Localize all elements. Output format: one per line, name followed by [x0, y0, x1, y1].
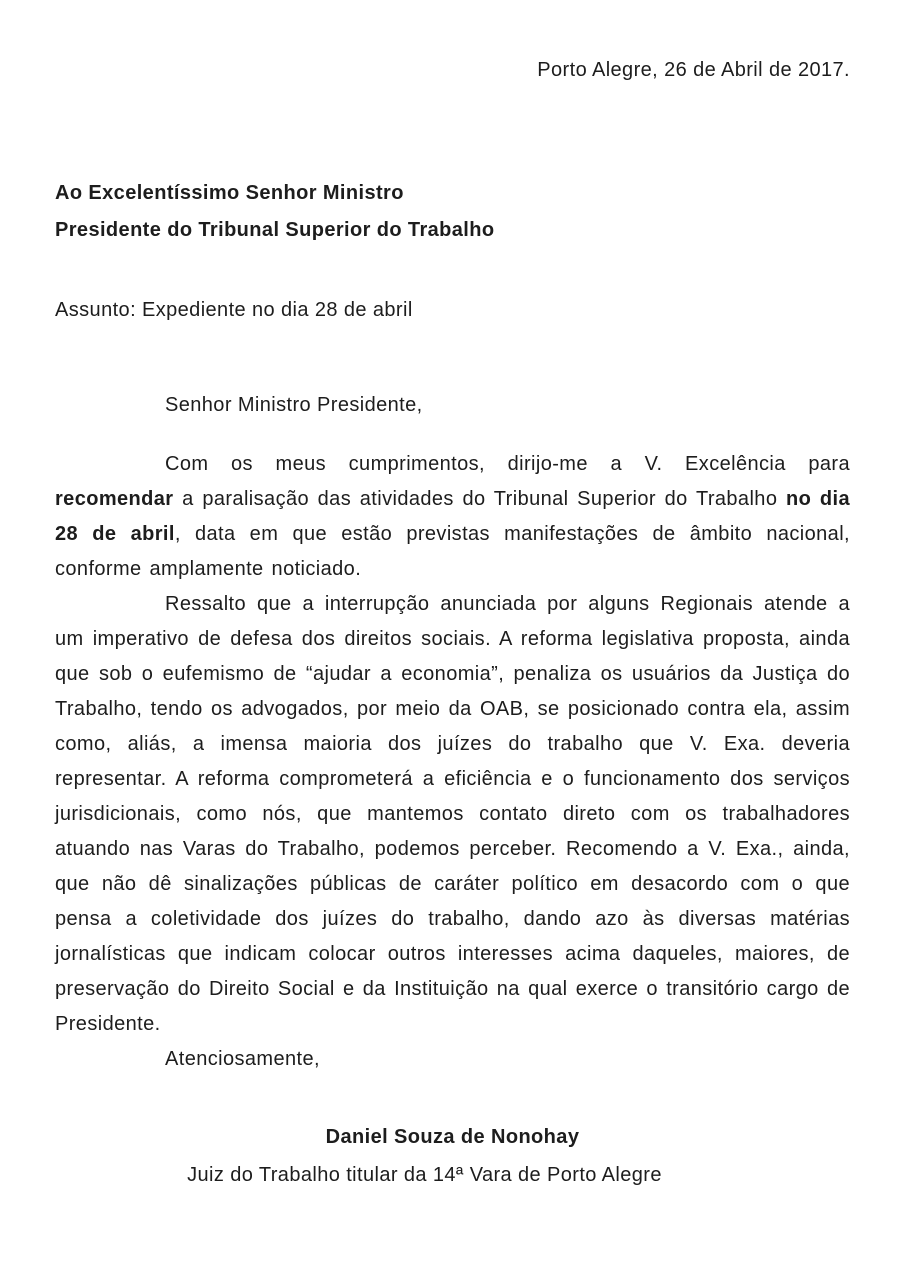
signature-name: Daniel Souza de Nonohay	[325, 1126, 580, 1148]
closing-line: Atenciosamente,	[165, 1048, 320, 1070]
paragraph-1-run-3: a paralisação das atividades do Tribunal Superior do Trabalho	[173, 488, 786, 510]
paragraph-1-run-4-bold: no dia 28 de abril	[55, 488, 850, 545]
recipient-line-2: Presidente do Tribunal Superior do Trabalho	[55, 219, 495, 241]
body-paragraph-1	[55, 447, 850, 587]
signature-title: Juiz do Trabalho titular da 14ª Vara de Porto Alegre	[187, 1164, 662, 1186]
subject-line: Assunto: Expediente no dia 28 de abril	[55, 299, 413, 321]
greeting-line: Senhor Ministro Presidente,	[165, 394, 423, 416]
paragraph-1-run-5: , data em que estão previstas manifestações de âmbito nacional, conforme amplamente noticiado.	[55, 523, 850, 580]
recipient-block	[55, 175, 850, 249]
date-line: Porto Alegre, 26 de Abril de 2017.	[537, 59, 850, 81]
recipient-line-1: Ao Excelentíssimo Senhor Ministro	[55, 182, 404, 204]
paragraph-1-run-1: Com os meus cumprimentos, dirijo-me a V. Excelência para	[165, 453, 850, 475]
body-paragraph-2	[55, 587, 850, 1042]
paragraph-1-run-2-bold: recomendar	[55, 488, 174, 510]
paragraph-2-run-1: Ressalto que a interrupção anunciada por alguns Regionais atende a um imperativo de defesa dos direitos sociais. A reforma legislativa proposta, ainda que sob o eufemismo de “ajudar a economia”, penaliza os usuários da Justiça do Trabalho, tendo os advogados, por meio da OAB, se posicionado contra ela, assim como, aliás, a imensa maioria dos juízes do trabalho que V. Exa. deveria representar. A reforma comprometerá a eficiência e o funcionamento dos serviços jurisdicionais, como nós, que mantemos contato direto com os trabalhadores atuando nas Varas do Trabalho, podemos perceber. Recomendo a V. Exa., ainda, que não dê sinalizações públicas de caráter político em desacordo com o que pensa a coletividade dos juízes do trabalho, dando azo às diversas matérias jornalísticas que indicam colocar outros interesses acima daqueles, maiores, de preservação do Direito Social e da Instituição na qual exerce o transitório cargo de Presidente.	[55, 593, 850, 1035]
